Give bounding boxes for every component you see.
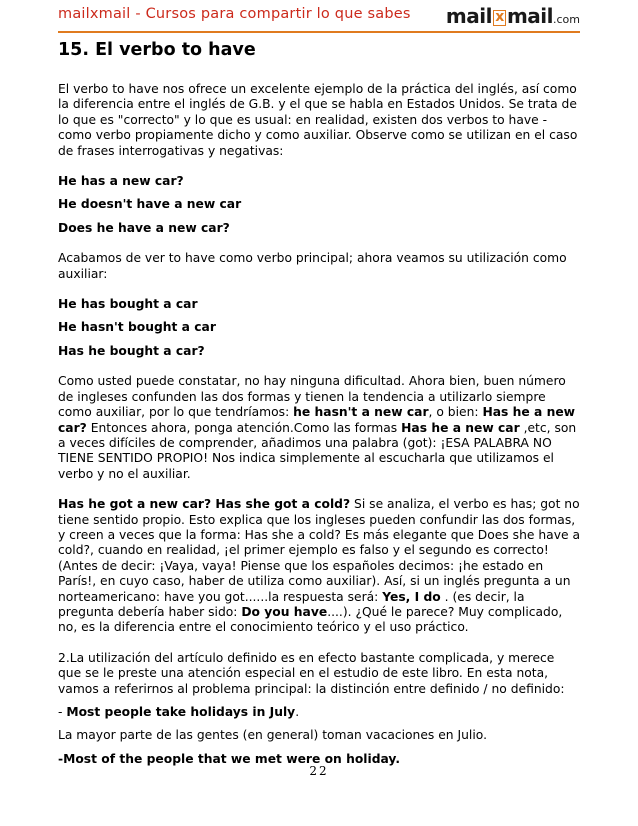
section-heading: 15. El verbo to have — [58, 40, 256, 60]
paragraph-got: Has he got a new car? Has she got a cold? Si se analiza, el verbo es has; got no tiene sentido propio. Esto explica que los ingleses pueden confundir las dos formas, y creen a veces que la forma: Has she a cold? Es más elegante que Does she have a cold?, cuando en realidad, ¡el primer ejemplo es falso y el segundo es correcto! (Antes de decir: ¡Vaya, vaya! Piense que los españoles decimos: ¡he estado en París!, en cuyo caso, haber de utiliza como auxiliar). Así, si un inglés pregunta a un norteamericano: have you got......la respuesta será: Yes, I do . (es decir, la pregunta debería haber sido: Do you have....). ¿Qué le parece? Muy complicado, no, es la diferencia entre el conocimiento teórico y el uso práctico. — [58, 497, 580, 635]
logo-suffix: .com — [553, 13, 580, 26]
intro-paragraph: El verbo to have nos ofrece un excelente ejemplo de la práctica del inglés, así como la diferencia entre el inglés de G.B. y el que se habla en Estados Unidos. Se trata de lo que es "correcto" y lo que es usual: en realidad, existen dos verbos to have - como verbo propiamente dicho y como auxiliar. Observe como se utilizan en el caso de frases interrogativas y negativas: — [58, 82, 578, 158]
example-line: He has a new car? — [58, 174, 184, 189]
example-line: He doesn't have a new car — [58, 197, 242, 212]
logo-part1: mail — [445, 4, 492, 28]
paragraph-articulo: 2.La utilización del artículo definido es en efecto bastante complicada, y merece que se le preste una atención especial en el estudio de este libro. En esta nota, vamos a referirnos al problema principal: la distinción entre definido / no definido: — [58, 650, 565, 696]
example-most-of-the-people: -Most of the people that we met were on holiday. — [58, 751, 400, 766]
header-divider — [58, 31, 580, 33]
mailxmail-logo — [446, 4, 580, 28]
example-line: Does he have a new car? — [58, 220, 230, 235]
example-line: He has bought a car — [58, 297, 198, 312]
logo-part2: mail — [506, 4, 553, 28]
page-number: 22 — [309, 764, 329, 778]
page-header — [58, 4, 580, 28]
site-title: mailxmail - Cursos para compartir lo que sabes — [58, 6, 411, 22]
paragraph-constatar: Como usted puede constatar, no hay ninguna dificultad. Ahora bien, buen número de ingleses confunden las dos formas y tienen la tendencia a utilizarlo siempre como auxiliar, por lo que tendríamos: he hasn't a new car, o bien: Has he a new car? Entonces ahora, ponga atención.Como las formas Has he a new car ,etc, son a veces difíciles de comprender, añadimos una palabra (got): ¡ESA PALABRA NO TIENE SENTIDO PROPIO! Nos indica simplemente al escucharla que utilizamos el verbo y no el auxiliar. — [58, 374, 577, 481]
paragraph-auxiliar: Acabamos de ver to have como verbo principal; ahora veamos su utilización como auxiliar: — [58, 251, 567, 281]
example-line: Has he bought a car? — [58, 343, 205, 358]
document-body — [58, 82, 580, 767]
example-most-people: - Most people take holidays in July. — [58, 705, 300, 719]
logo-x-mark: x — [493, 10, 506, 26]
translation-line: La mayor parte de las gentes (en general) toman vacaciones en Julio. — [58, 728, 487, 743]
example-line: He hasn't bought a car — [58, 320, 216, 335]
